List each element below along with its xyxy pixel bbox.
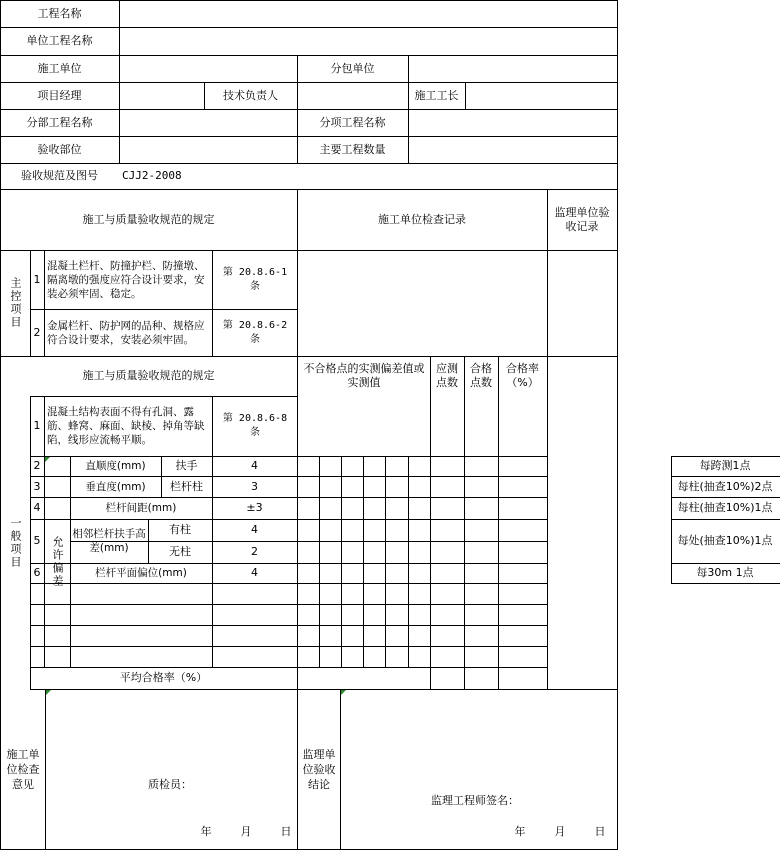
regulation-header: 施工与质量验收规范的规定	[82, 212, 215, 226]
should-count-header: 应测点数	[436, 362, 458, 389]
foreman-label: 施工工长	[414, 88, 459, 102]
nonconforming-header: 不合格点的实测偏差值或实测值	[303, 362, 425, 389]
inspector-label: 质检员：	[148, 778, 192, 791]
row-6-no: 6	[33, 566, 41, 579]
row-2-sub: 扶手	[175, 459, 198, 472]
contractor-opinion-label: 施工单位检查意见	[6, 747, 40, 791]
row-2-name: 直顺度(mm)	[85, 460, 146, 472]
main-item-1-clause: 第 20.8.6-1 条	[222, 266, 288, 292]
pass-count-header: 合格点数	[470, 362, 492, 389]
supervisor-month: 月	[554, 825, 566, 838]
row-4-no: 4	[33, 501, 41, 514]
contractor-day: 日	[280, 825, 292, 838]
row-5-value-a: 4	[251, 523, 258, 536]
general-label: 一般项目	[9, 516, 22, 569]
regulation-header-2: 施工与质量验收规范的规定	[82, 369, 215, 382]
general-item-1-clause: 第 20.8.6-8 条	[222, 413, 288, 438]
spec-label: 验收规范及图号	[21, 169, 98, 182]
general-item-1-no: 1	[33, 419, 41, 432]
tolerance-label: 允许偏差	[51, 535, 64, 588]
row-5-no: 5	[33, 534, 41, 547]
side-note-3: 每柱(抽查10%)1点	[677, 501, 773, 514]
row-4-value: ±3	[246, 501, 263, 514]
row-3-value: 3	[251, 479, 258, 493]
subdivision-name-label: 分项工程名称	[319, 115, 386, 129]
row-3-sub: 栏杆柱	[170, 479, 203, 493]
row-5-value-b: 2	[251, 545, 258, 558]
supervisor-record-header: 监理单位验收记录	[554, 205, 610, 233]
subcontractor-label: 分包单位	[330, 61, 375, 75]
main-quantity-label: 主要工程数量	[319, 142, 386, 156]
row-4-name: 栏杆间距(mm)	[105, 502, 177, 514]
row-5-sub-b: 无柱	[169, 545, 191, 558]
tech-lead-label: 技术负责人	[223, 88, 278, 102]
main-item-2-text: 金属栏杆、防护网的品种、规格应符合设计要求，安装必须牢固。	[47, 319, 205, 346]
side-note-5: 每30m 1点	[696, 566, 754, 579]
project-manager-label: 项目经理	[37, 88, 82, 102]
row-3-name: 垂直度(mm)	[85, 480, 146, 493]
row-3-no: 3	[33, 479, 41, 493]
main-control-label: 主控项目	[9, 277, 22, 329]
contractor-label: 施工单位	[37, 61, 82, 75]
pass-rate-header: 合格率（%）	[506, 362, 539, 389]
supervisor-day: 日	[594, 825, 606, 838]
row-2-no: 2	[33, 459, 41, 472]
project-name-label: 工程名称	[37, 6, 82, 20]
contractor-month: 月	[240, 825, 252, 838]
main-item-2-no: 2	[33, 325, 41, 339]
supervisor-conclusion-label: 监理单位验收结论	[302, 747, 336, 791]
division-name-label: 分部工程名称	[26, 115, 93, 129]
side-note-2: 每柱(抽查10%)2点	[677, 479, 773, 493]
row-5-name: 相邻栏杆扶手高差(mm)	[72, 528, 146, 554]
spec-value: CJJ2-2008	[122, 169, 182, 182]
side-note-4: 每处(抽查10%)1点	[677, 534, 773, 547]
engineer-sign-label: 监理工程师签名：	[431, 794, 519, 807]
row-6-value: 4	[251, 566, 258, 579]
unit-project-name-label: 单位工程名称	[26, 34, 93, 47]
contractor-record-header: 施工单位检查记录	[378, 212, 466, 226]
inspection-part-label: 验收部位	[37, 142, 82, 156]
row-2-value: 4	[251, 459, 258, 472]
general-item-1-text: 混凝土结构表面不得有孔洞、露筋、蜂窝、麻面、缺棱、掉角等缺陷，线形应流畅平顺。	[47, 406, 205, 446]
side-note-1: 每跨测1点	[699, 459, 751, 472]
main-item-1-text: 混凝土栏杆、防撞护栏、防撞墩、隔离墩的强度应符合设计要求，安装必须牢固、稳定。	[47, 259, 205, 300]
contractor-year: 年	[200, 825, 212, 838]
average-rate-label: 平均合格率（%）	[119, 671, 208, 684]
main-item-2-clause: 第 20.8.6-2 条	[222, 319, 288, 345]
row-6-name: 栏杆平面偏位(mm)	[95, 567, 187, 579]
main-item-1-no: 1	[33, 272, 41, 286]
supervisor-year: 年	[514, 825, 526, 838]
row-5-sub-a: 有柱	[169, 523, 191, 536]
